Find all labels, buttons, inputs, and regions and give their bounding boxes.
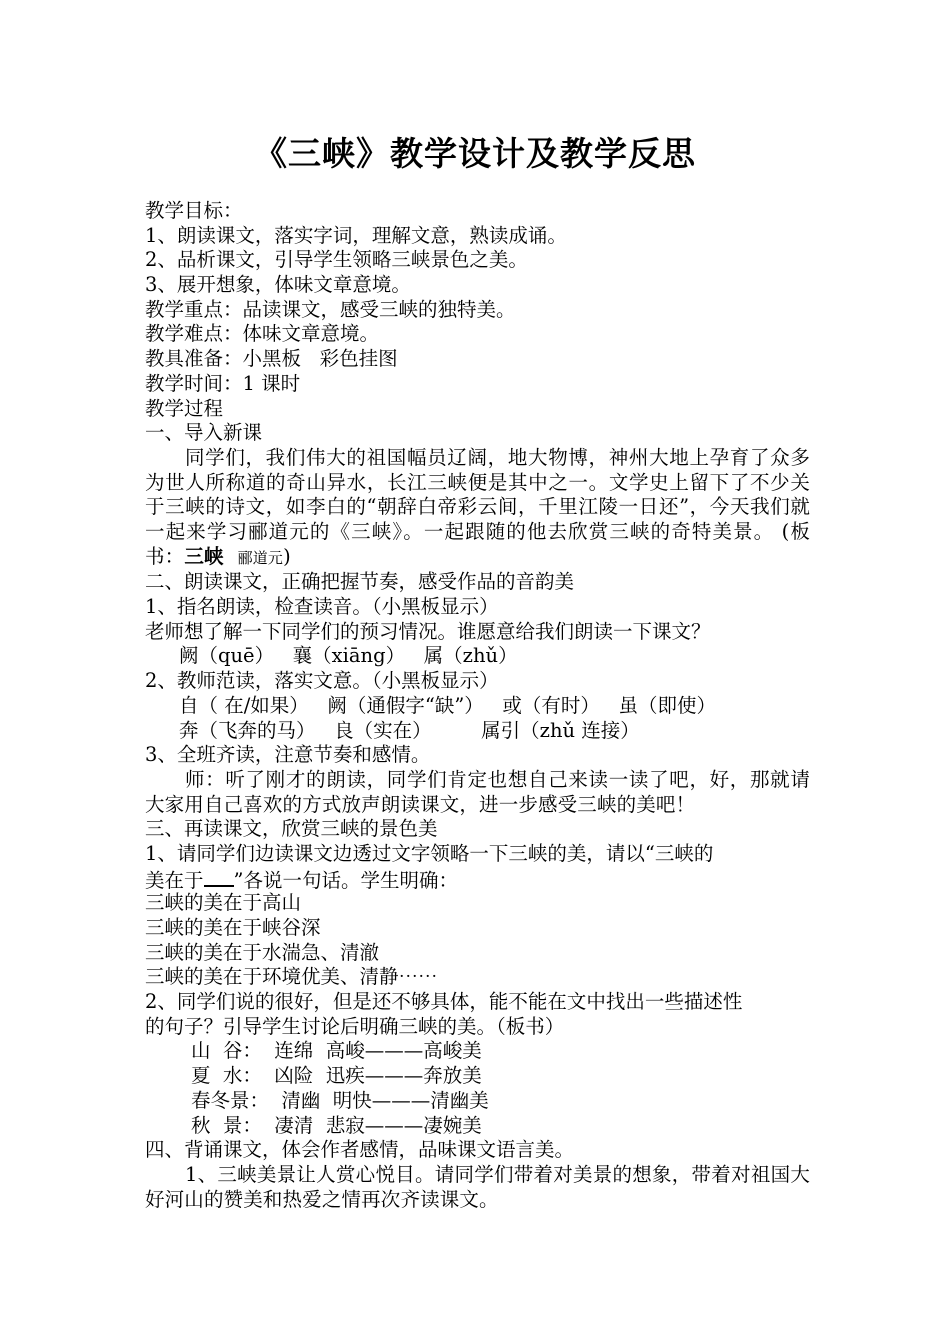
section-3-item-2-line-1: 2、同学们说的很好，但是还不够具体，能不能在文中找出一些描述性 [145, 990, 743, 1014]
document-body [145, 199, 810, 1212]
section-3-item-1-line-1: 1、请同学们边读课文边透过文字领略一下三峡的美，请以“三峡的 [145, 841, 714, 865]
difficulty: 教学难点：体味文章意境。 [145, 322, 380, 346]
section-2-item-3-paragraph: 师：听了刚才的朗读，同学们肯定也想自己来读一读了吧，好，那就请大家用自己喜欢的方式放声朗读课文，进一步感受三峡的美吧！ [145, 767, 810, 816]
teaching-time: 教学时间：1 课时 [145, 371, 301, 395]
section-3-item-2-line-2: 的句子？引导学生讨论后明确三峡的美。（板书） [145, 1014, 565, 1038]
board-close: ) [283, 544, 291, 568]
section-4-paragraph: 1、三峡美景让人赏心悦目。请同学们带着对美景的想象，带着对祖国大好河山的赞美和热爱之情再次齐读课文。 [145, 1162, 810, 1211]
board-line-2: 夏 水： 凶险 迅疾———奔放美 [191, 1064, 482, 1088]
document-title: 《三峡》教学设计及教学反思 [254, 134, 696, 173]
section-2-item-1: 1、指名朗读，检查读音。（小黑板显示） [145, 595, 499, 619]
goal-2: 2、品析课文，引导学生领略三峡景色之美。 [145, 248, 528, 272]
goal-3: 3、展开想象，体味文章意境。 [145, 273, 411, 297]
fill-prefix: 美在于 [145, 868, 204, 892]
board-line-1: 山 谷： 连绵 高峻———高峻美 [191, 1039, 482, 1063]
goals-heading: 教学目标： [145, 199, 243, 222]
key-point: 教学重点：品读课文，感受三峡的独特美。 [145, 297, 516, 321]
fill-suffix: ”各说一句话。学生明确： [233, 868, 458, 892]
section-2-heading: 二、朗读课文，正确把握节奏，感受作品的音韵美 [145, 570, 575, 594]
section-4-heading: 四、背诵课文，体会作者感情，品味课文语言美。 [145, 1138, 575, 1162]
section-2-item-3: 3、全班齐读，注意节奏和感情。 [145, 743, 431, 767]
answer-1: 三峡的美在于高山 [145, 891, 302, 915]
pronunciation-words: 阙（quē） 襄（xiāng） 属（zhǔ） [179, 644, 518, 668]
section-1-paragraph [145, 446, 810, 571]
section-1-heading: 一、导入新课 [145, 421, 263, 445]
tools: 教具准备：小黑板 彩色挂图 [145, 347, 398, 371]
fill-blank [204, 867, 234, 887]
section-2-item-1-question: 老师想了解一下同学们的预习情况。谁愿意给我们朗读一下课文？ [145, 619, 711, 643]
meaning-words-2: 奔（飞奔的马） 良（实在） 属引（zhǔ 连接） [179, 718, 640, 742]
goal-1: 1、朗读课文，落实字词，理解文意，熟读成诵。 [145, 223, 567, 247]
section-3-item-1-line-2 [145, 867, 810, 892]
section-3-heading: 三、再读课文，欣赏三峡的景色美 [145, 817, 438, 841]
board-line-4: 秋 景： 凄清 悲寂———凄婉美 [191, 1113, 482, 1137]
board-title: 三峡 [184, 544, 224, 568]
section-1-text: 同学们，我们伟大的祖国幅员辽阔，地大物博，神州大地上孕育了众多为世人所称道的奇山异水，长江三峡便是其中之一。文学史上留下了不少关于三峡的诗文，如李白的“朝辞白帝彩云间，千里江陵一日还”，今天我们就一起来学习郦道元的《三峡》。一起跟随的他去欣赏三峡的奇特美景。 (板书： [145, 445, 810, 568]
answer-3: 三峡的美在于水湍急、清澈 [145, 940, 380, 964]
section-2-item-2: 2、教师范读，落实文意。（小黑板显示） [145, 669, 499, 693]
answer-4: 三峡的美在于环境优美、清静⋯⋯ [145, 965, 438, 989]
answer-2: 三峡的美在于峡谷深 [145, 916, 321, 940]
meaning-words-1: 自（ 在/如果） 阙（通假字“缺”） 或（有时） 虽（即使） [179, 693, 716, 717]
board-line-3: 春冬景： 清幽 明快———清幽美 [191, 1088, 489, 1112]
process-heading: 教学过程 [145, 396, 224, 420]
board-author: 郦道元 [237, 548, 284, 567]
